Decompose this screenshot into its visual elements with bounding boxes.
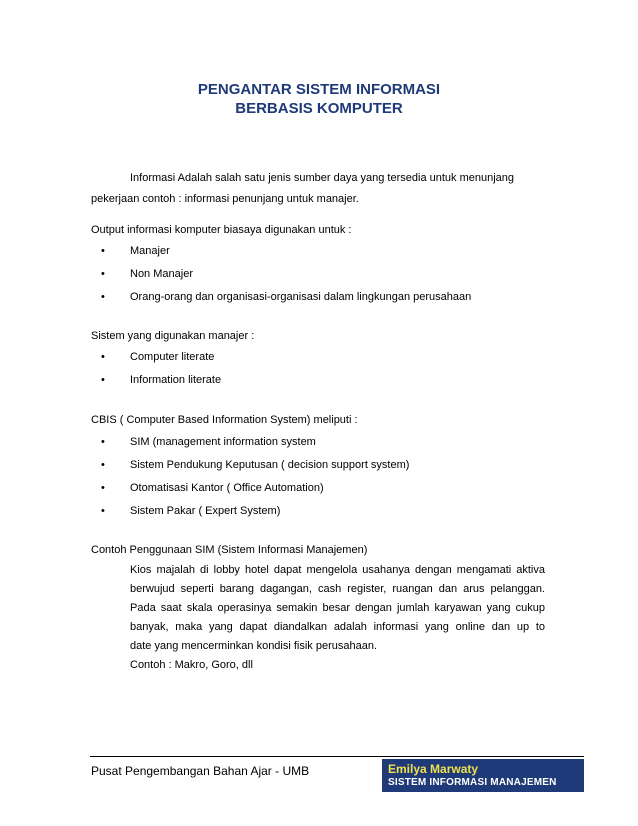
list-item: • Otomatisasi Kantor ( Office Automation): [101, 482, 324, 494]
bullet-icon: •: [101, 291, 105, 303]
list-item: • Orang-orang dan organisasi-organisasi dalam lingkungan perusahaan: [101, 291, 472, 303]
bullet-icon: •: [101, 482, 105, 494]
cbis-heading: CBIS ( Computer Based Information System) meliputi :: [91, 414, 358, 426]
cbis-list: [101, 435, 409, 527]
footer-course: SISTEM INFORMASI MANAJEMEN: [388, 777, 557, 788]
output-list: [101, 244, 471, 313]
system-heading: Sistem yang digunakan manajer :: [91, 330, 255, 342]
output-heading: Output informasi komputer biasaya digunakan untuk :: [91, 224, 352, 236]
bullet-icon: •: [101, 459, 105, 471]
footer-publisher: Pusat Pengembangan Bahan Ajar - UMB: [91, 764, 310, 778]
bullet-icon: •: [101, 268, 105, 280]
system-list: [101, 350, 221, 396]
footer-badge: [382, 759, 584, 792]
bullet-icon: •: [101, 374, 105, 386]
paragraph-line: berwujud seperti barang dagangan, cash register, ruangan dan arus pelanggan.: [130, 583, 545, 595]
bullet-icon: •: [101, 505, 105, 517]
list-item: • Computer literate: [101, 351, 215, 363]
list-item: • Information literate: [101, 374, 222, 386]
bullet-icon: •: [101, 351, 105, 363]
example-paragraph: [130, 563, 545, 677]
list-item: • Sistem Pakar ( Expert System): [101, 505, 281, 517]
footer-author: Emilya Marwaty: [388, 762, 479, 776]
paragraph-line: banyak, maka yang dapat diandalkan adalah informasi yang online dan up to: [130, 621, 545, 633]
list-item: • Sistem Pendukung Keputusan ( decision support system): [101, 459, 410, 471]
page-title: [0, 80, 638, 118]
list-item: • SIM (management information system: [101, 436, 316, 448]
footer-divider: [90, 756, 584, 757]
paragraph-line: Pada saat skala operasinya semakin besar dengan jumlah karyawan yang cukup: [130, 602, 545, 614]
title-line-1: PENGANTAR SISTEM INFORMASI: [197, 81, 441, 98]
list-item: • Non Manajer: [101, 268, 193, 280]
example-text: Contoh : Makro, Goro, dll: [130, 659, 253, 671]
bullet-icon: •: [101, 436, 105, 448]
list-item: • Manajer: [101, 245, 170, 257]
bullet-icon: •: [101, 245, 105, 257]
title-line-2: BERBASIS KOMPUTER: [235, 100, 403, 117]
paragraph-line: date yang mencerminkan kondisi fisik perusahaan.: [130, 640, 378, 652]
intro-line-2: pekerjaan contoh : informasi penunjang untuk manajer.: [91, 193, 359, 205]
example-heading: Contoh Penggunaan SIM (Sistem Informasi Manajemen): [91, 544, 368, 556]
paragraph-line: Kios majalah di lobby hotel dapat mengelola usahanya dengan mengamati aktiva: [130, 564, 545, 576]
intro-line-1: Informasi Adalah salah satu jenis sumber daya yang tersedia untuk menunjang: [130, 172, 515, 184]
